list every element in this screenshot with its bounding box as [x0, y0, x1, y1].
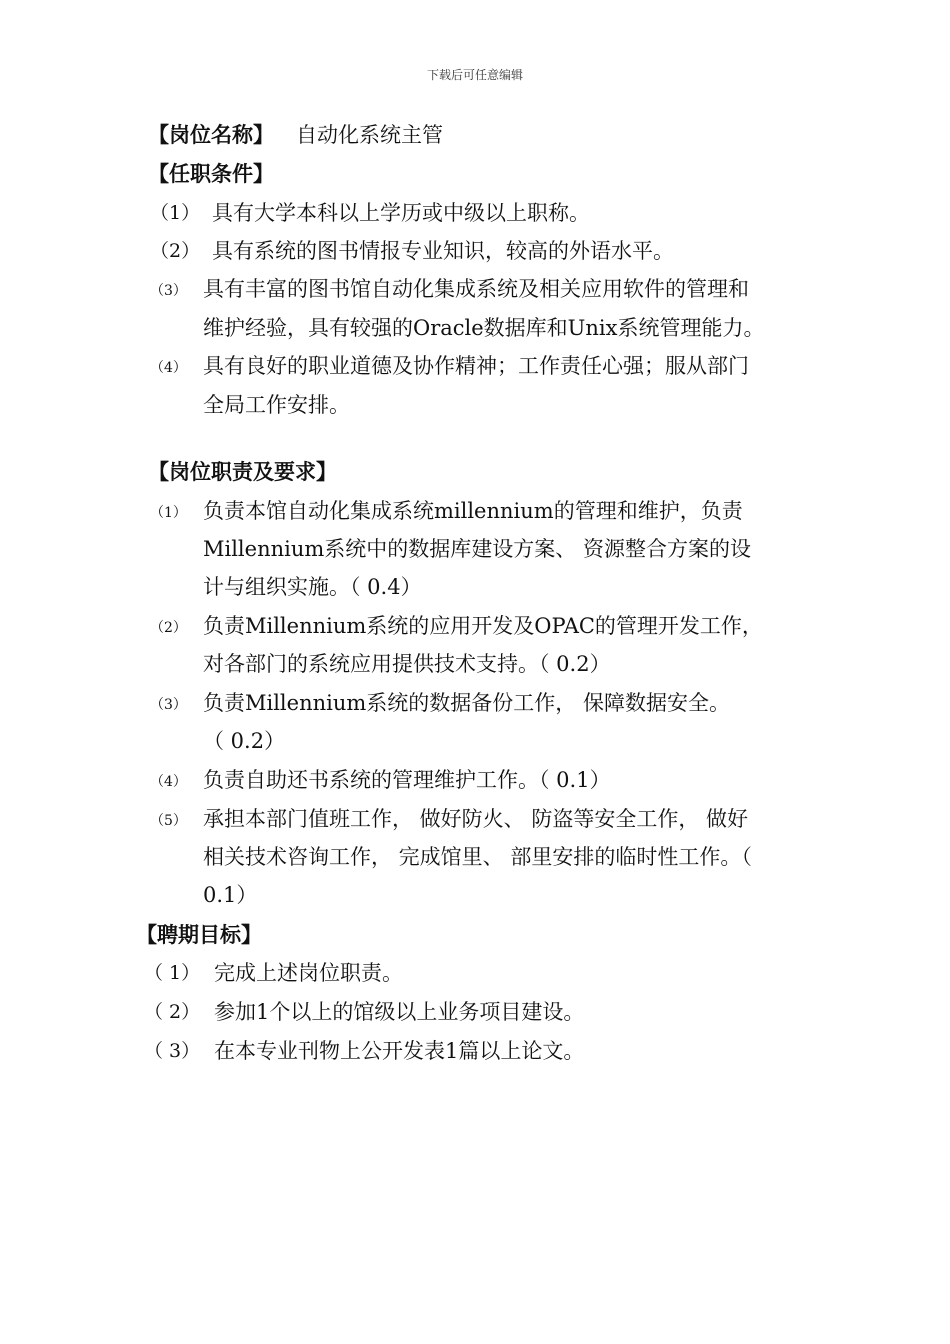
goal-text: 参加1个以上的馆级以上业务项目建设。 — [214, 1000, 585, 1024]
qualification-text: 具有良好的职业道德及协作精神；工作责任心强；服从部门 — [203, 354, 749, 378]
qualification-number: （4） — [150, 360, 187, 376]
duty-text: Millennium系统中的数据库建设方案、 资源整合方案的设 — [203, 537, 751, 561]
duty-text: 负责自助还书系统的管理维护工作。（ 0.1） — [203, 768, 611, 792]
qualification-text: 具有系统的图书情报专业知识，较高的外语水平。 — [212, 239, 674, 263]
qualification-text: 具有大学本科以上学历或中级以上职称。 — [212, 201, 590, 225]
qualification-text: 维护经验，具有较强的Oracle数据库和Unix系统管理能力。 — [203, 316, 765, 340]
position-label: 【岗位名称】 — [148, 123, 274, 147]
qualification-text: 全局工作安排。 — [203, 393, 350, 417]
duty-text: 负责本馆自动化集成系统millennium的管理和维护，负责 — [203, 499, 743, 523]
duty-number: （2） — [150, 620, 187, 636]
position-value: 自动化系统主管 — [296, 123, 443, 147]
duty-text: 负责Millennium系统的数据备份工作， 保障数据安全。 — [203, 691, 730, 715]
duty-number: （4） — [150, 774, 187, 790]
qualification-number: （1） — [150, 202, 201, 224]
duty-text: 相关技术咨询工作， 完成馆里、 部里安排的临时性工作。（ — [203, 845, 752, 869]
duty-text: 对各部门的系统应用提供技术支持。（ 0.2） — [203, 652, 611, 676]
goals-heading: 【聘期目标】 — [136, 923, 262, 947]
duty-text: 负责Millennium系统的应用开发及OPAC的管理开发工作， — [203, 614, 763, 638]
goal-text: 完成上述岗位职责。 — [214, 961, 403, 985]
duty-text: （ 0.2） — [203, 729, 286, 753]
duties-heading: 【岗位职责及要求】 — [148, 460, 337, 484]
duty-number: （5） — [150, 813, 187, 829]
qualifications-heading: 【任职条件】 — [148, 162, 274, 186]
duty-text: 承担本部门值班工作， 做好防火、 防盗等安全工作， 做好 — [203, 807, 749, 831]
goal-text: 在本专业刊物上公开发表1篇以上论文。 — [214, 1039, 585, 1063]
duty-text: 0.1） — [203, 883, 258, 907]
qualification-number: （2） — [150, 240, 201, 262]
goal-number: （ 3） — [144, 1040, 201, 1062]
duty-number: （3） — [150, 697, 187, 713]
goal-number: （ 1） — [144, 962, 201, 984]
qualification-number: （3） — [150, 283, 187, 299]
qualification-text: 具有丰富的图书馆自动化集成系统及相关应用软件的管理和 — [203, 277, 749, 301]
duty-text: 计与组织实施。（ 0.4） — [203, 575, 422, 599]
duty-number: （1） — [150, 505, 187, 521]
header-note: 下载后可任意编辑 — [426, 68, 523, 82]
goal-number: （ 2） — [144, 1001, 201, 1023]
